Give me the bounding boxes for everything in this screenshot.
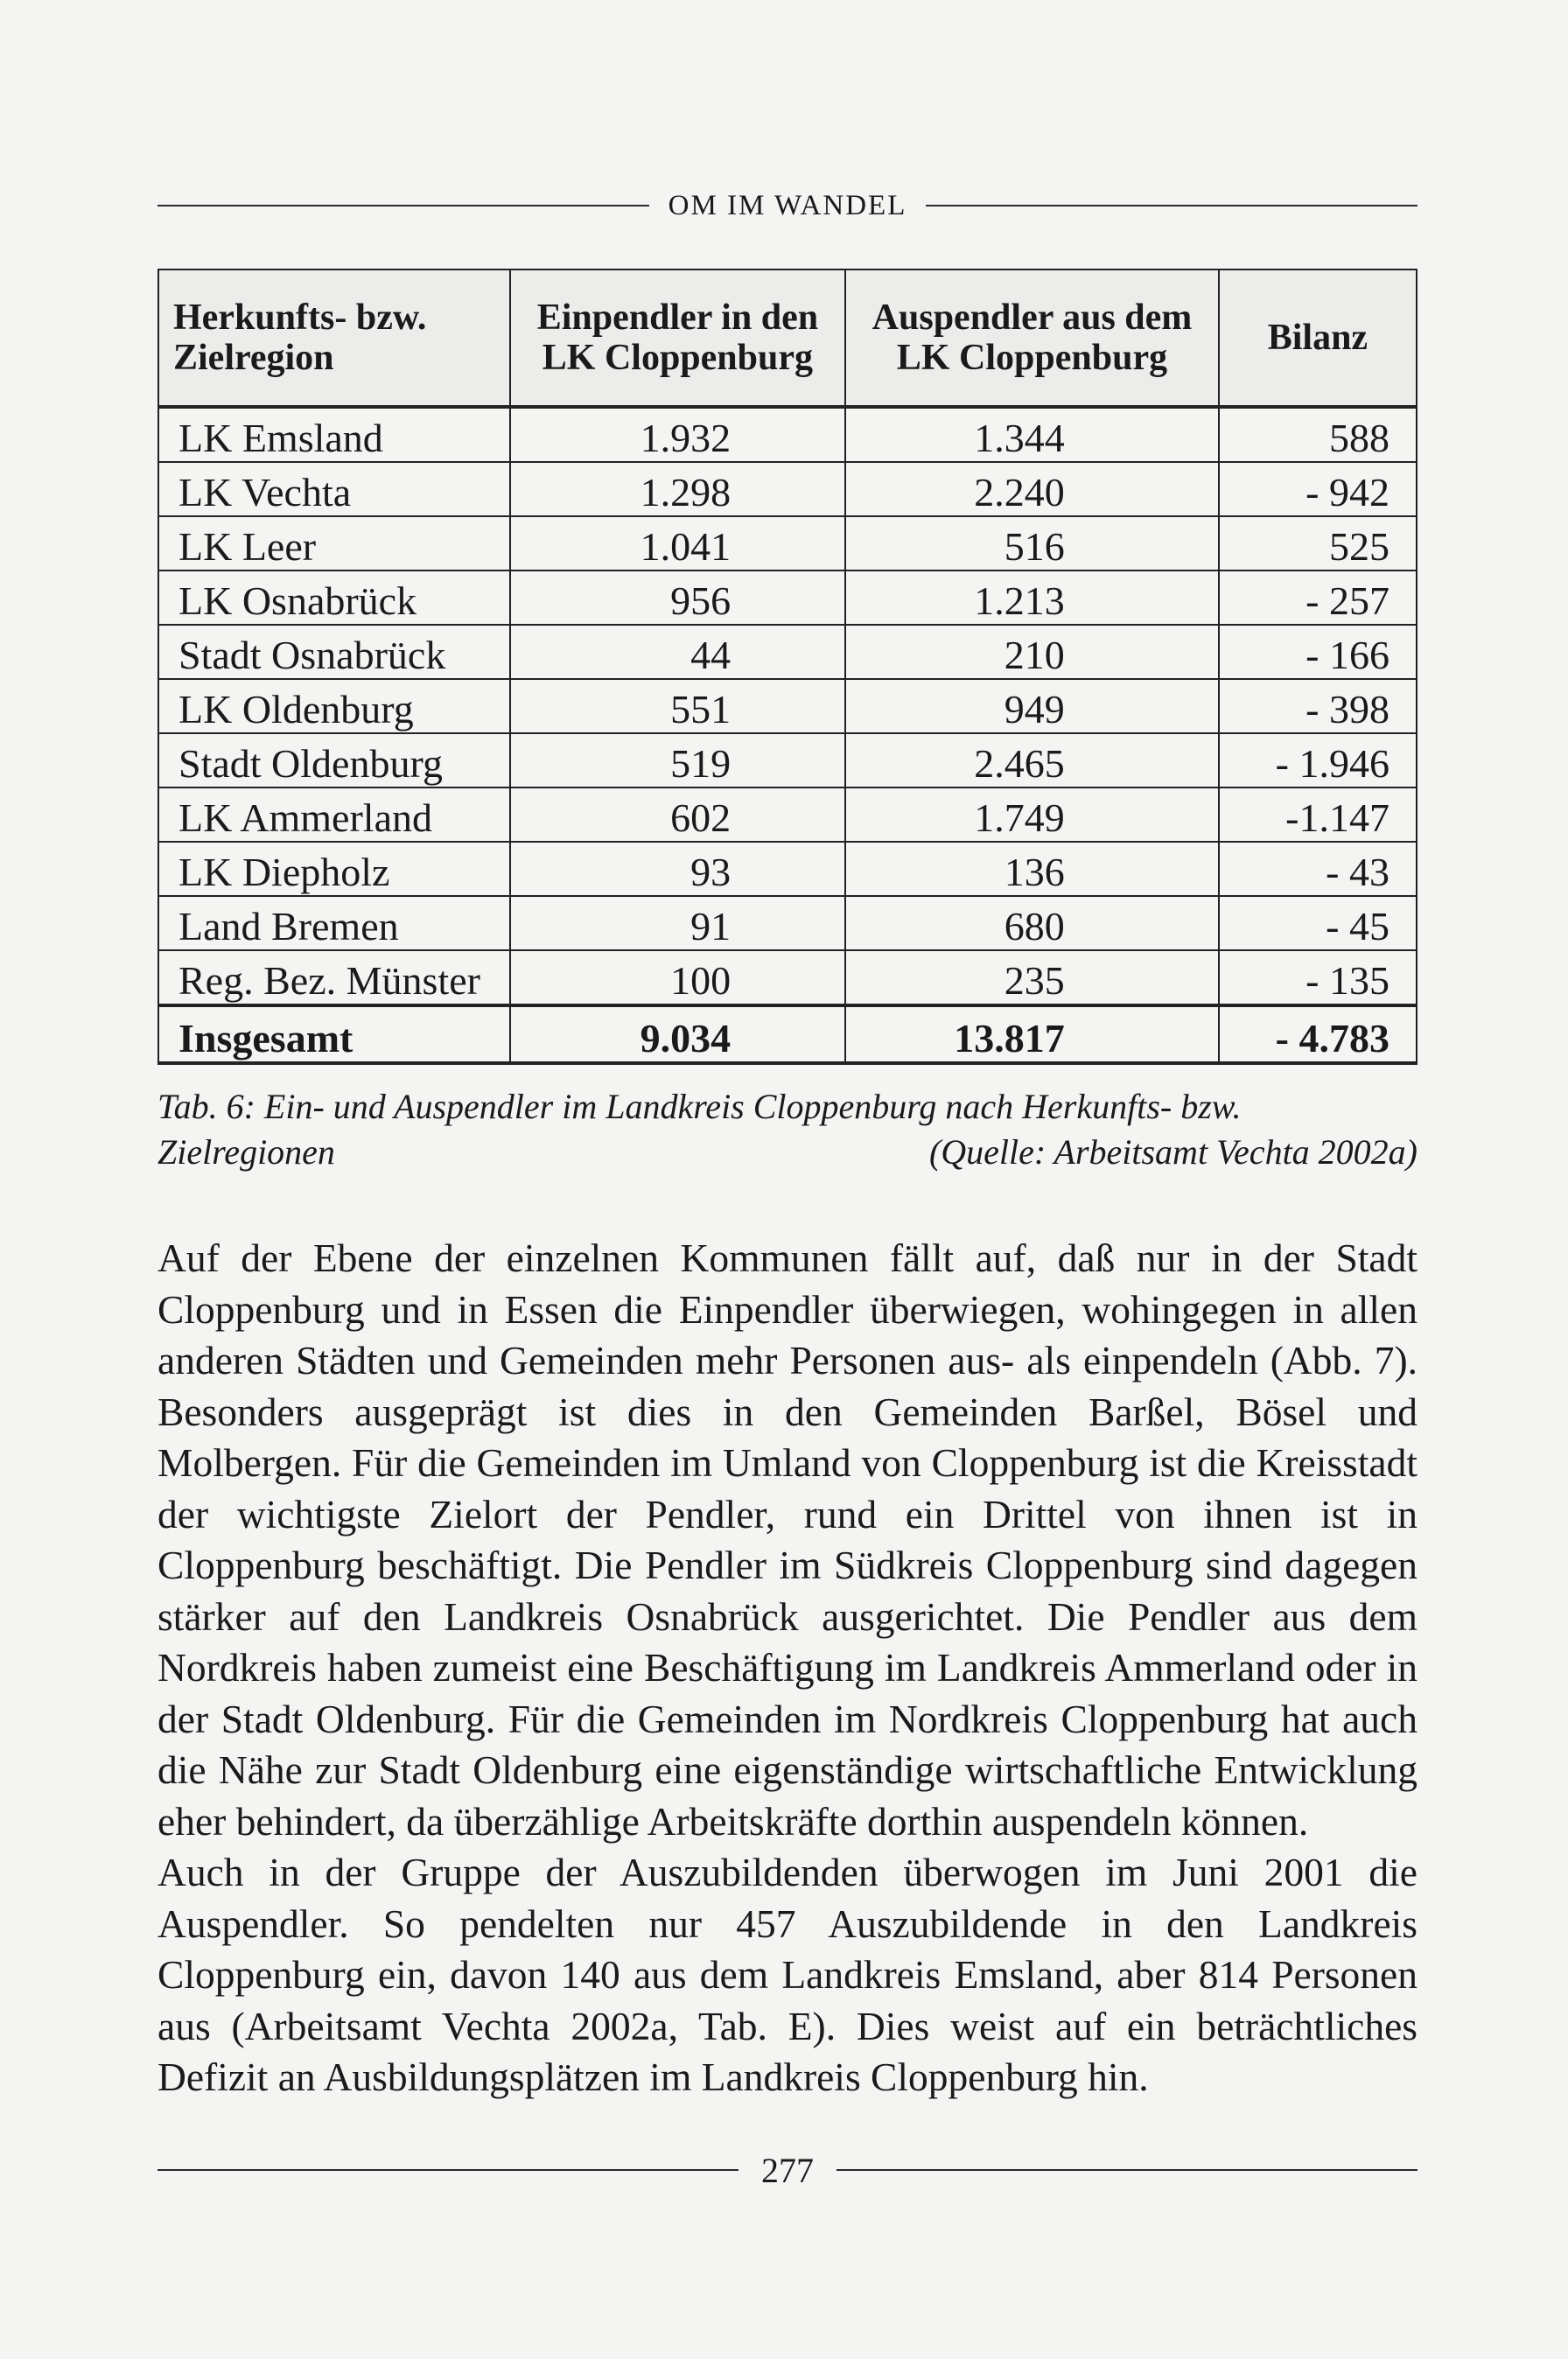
- cell-einpendler: 1.932: [510, 407, 846, 462]
- table-row: [158, 625, 1417, 679]
- footer-rule-left: [158, 2169, 738, 2171]
- cell-bilanz: 525: [1219, 516, 1417, 570]
- cell-bilanz: - 45: [1219, 896, 1417, 950]
- table-row: [158, 462, 1417, 516]
- total-cell-einpendler: 9.034: [510, 1005, 846, 1063]
- table-total-row: [158, 1005, 1417, 1063]
- table-row: [158, 516, 1417, 570]
- running-title: OM IM WANDEL: [668, 189, 907, 221]
- paragraph-2: Auch in der Gruppe der Auszubildenden überwogen im Juni 2001 die Auspendler. So pendelten nur 457 Auszubildende in den Landkreis Cloppenburg ein, davon 140 aus dem Landkreis Emsland, aber 814 Personen aus (Arbeitsamt Vechta 2002a, Tab. E). Dies weist auf ein beträchtliches Defizit an Ausbildungsplätzen im Landkreis Cloppenburg hin.: [158, 1850, 1418, 2099]
- cell-einpendler: 100: [510, 950, 846, 1005]
- cell-bilanz: - 43: [1219, 842, 1417, 896]
- cell-region: Land Bremen: [158, 896, 510, 950]
- table-row: [158, 950, 1417, 1005]
- header-region: Herkunfts- bzw. Zielregion: [158, 270, 510, 407]
- cell-einpendler: 44: [510, 625, 846, 679]
- cell-bilanz: -1.147: [1219, 788, 1417, 842]
- cell-region: LK Oldenburg: [158, 679, 510, 733]
- table-row: [158, 407, 1417, 462]
- total-cell-auspendler: 13.817: [845, 1005, 1219, 1063]
- cell-region: LK Leer: [158, 516, 510, 570]
- cell-bilanz: - 1.946: [1219, 733, 1417, 788]
- page-number: 277: [761, 2150, 814, 2190]
- table-header-row: [158, 270, 1417, 407]
- caption-line-2: [158, 1130, 1418, 1175]
- table-row: [158, 788, 1417, 842]
- total-cell-region: Insgesamt: [158, 1005, 510, 1063]
- table-row: [158, 570, 1417, 625]
- cell-bilanz: - 257: [1219, 570, 1417, 625]
- cell-einpendler: 956: [510, 570, 846, 625]
- cell-einpendler: 602: [510, 788, 846, 842]
- header-rule-left: [158, 205, 649, 206]
- running-header: [158, 179, 1418, 232]
- cell-einpendler: 1.298: [510, 462, 846, 516]
- cell-auspendler: 680: [845, 896, 1219, 950]
- caption-zielregionen: Zielregionen: [158, 1132, 335, 1172]
- table-body: [158, 407, 1417, 1063]
- header-bilanz: Bilanz: [1219, 270, 1417, 407]
- table-row: [158, 733, 1417, 788]
- body-text: [158, 1233, 1418, 2104]
- cell-auspendler: 1.213: [845, 570, 1219, 625]
- header-einpendler: Einpendler in den LK Cloppenburg: [510, 270, 846, 407]
- table-row: [158, 896, 1417, 950]
- cell-bilanz: - 942: [1219, 462, 1417, 516]
- table-row: [158, 842, 1417, 896]
- cell-region: LK Diepholz: [158, 842, 510, 896]
- cell-einpendler: 91: [510, 896, 846, 950]
- commuter-table: [158, 269, 1418, 1065]
- header-rule-right: [926, 205, 1418, 206]
- cell-region: Stadt Osnabrück: [158, 625, 510, 679]
- cell-bilanz: - 398: [1219, 679, 1417, 733]
- cell-einpendler: 93: [510, 842, 846, 896]
- cell-auspendler: 136: [845, 842, 1219, 896]
- cell-auspendler: 2.240: [845, 462, 1219, 516]
- page-footer: [158, 2144, 1418, 2196]
- caption-line-1: Tab. 6: Ein- und Auspendler im Landkreis Cloppenburg nach Herkunfts- bzw.: [158, 1087, 1242, 1126]
- book-page: [158, 179, 1418, 2104]
- cell-region: LK Osnabrück: [158, 570, 510, 625]
- total-cell-bilanz: - 4.783: [1219, 1005, 1417, 1063]
- cell-einpendler: 519: [510, 733, 846, 788]
- cell-auspendler: 235: [845, 950, 1219, 1005]
- table-caption: [158, 1084, 1418, 1175]
- cell-region: LK Emsland: [158, 407, 510, 462]
- cell-region: LK Vechta: [158, 462, 510, 516]
- table-row: [158, 679, 1417, 733]
- cell-bilanz: - 135: [1219, 950, 1417, 1005]
- cell-region: Stadt Oldenburg: [158, 733, 510, 788]
- cell-auspendler: 949: [845, 679, 1219, 733]
- cell-bilanz: - 166: [1219, 625, 1417, 679]
- caption-source: (Quelle: Arbeitsamt Vechta 2002a): [928, 1132, 1418, 1172]
- cell-auspendler: 2.465: [845, 733, 1219, 788]
- cell-einpendler: 1.041: [510, 516, 846, 570]
- cell-bilanz: 588: [1219, 407, 1417, 462]
- cell-auspendler: 516: [845, 516, 1219, 570]
- cell-auspendler: 1.344: [845, 407, 1219, 462]
- cell-einpendler: 551: [510, 679, 846, 733]
- cell-region: Reg. Bez. Münster: [158, 950, 510, 1005]
- cell-auspendler: 210: [845, 625, 1219, 679]
- header-auspendler: Auspendler aus dem LK Cloppenburg: [845, 270, 1219, 407]
- cell-region: LK Ammerland: [158, 788, 510, 842]
- cell-auspendler: 1.749: [845, 788, 1219, 842]
- footer-rule-right: [836, 2169, 1418, 2171]
- paragraph-1: Auf der Ebene der einzelnen Kommunen fällt auf, daß nur in der Stadt Cloppenburg und in Essen die Einpendler überwiegen, wohingegen in allen anderen Städten und Gemeinden mehr Personen aus- als einpendeln (Abb. 7). Besonders ausgeprägt ist dies in den Gemeinden Barßel, Bösel und Molbergen. Für die Gemeinden im Umland von Cloppenburg ist die Kreisstadt der wichtigste Zielort der Pendler, rund ein Drittel von ihnen ist in Cloppenburg beschäftigt. Die Pendler im Südkreis Cloppenburg sind dagegen stärker auf den Landkreis Osnabrück ausgerichtet. Die Pendler aus dem Nordkreis haben zumeist eine Beschäftigung im Landkreis Ammerland oder in der Stadt Oldenburg. Für die Gemeinden im Nordkreis Cloppenburg hat auch die Nähe zur Stadt Oldenburg eine eigenständige wirtschaftliche Entwicklung eher behindert, da überzählige Arbeitskräfte dorthin auspendeln können.: [158, 1236, 1418, 1844]
